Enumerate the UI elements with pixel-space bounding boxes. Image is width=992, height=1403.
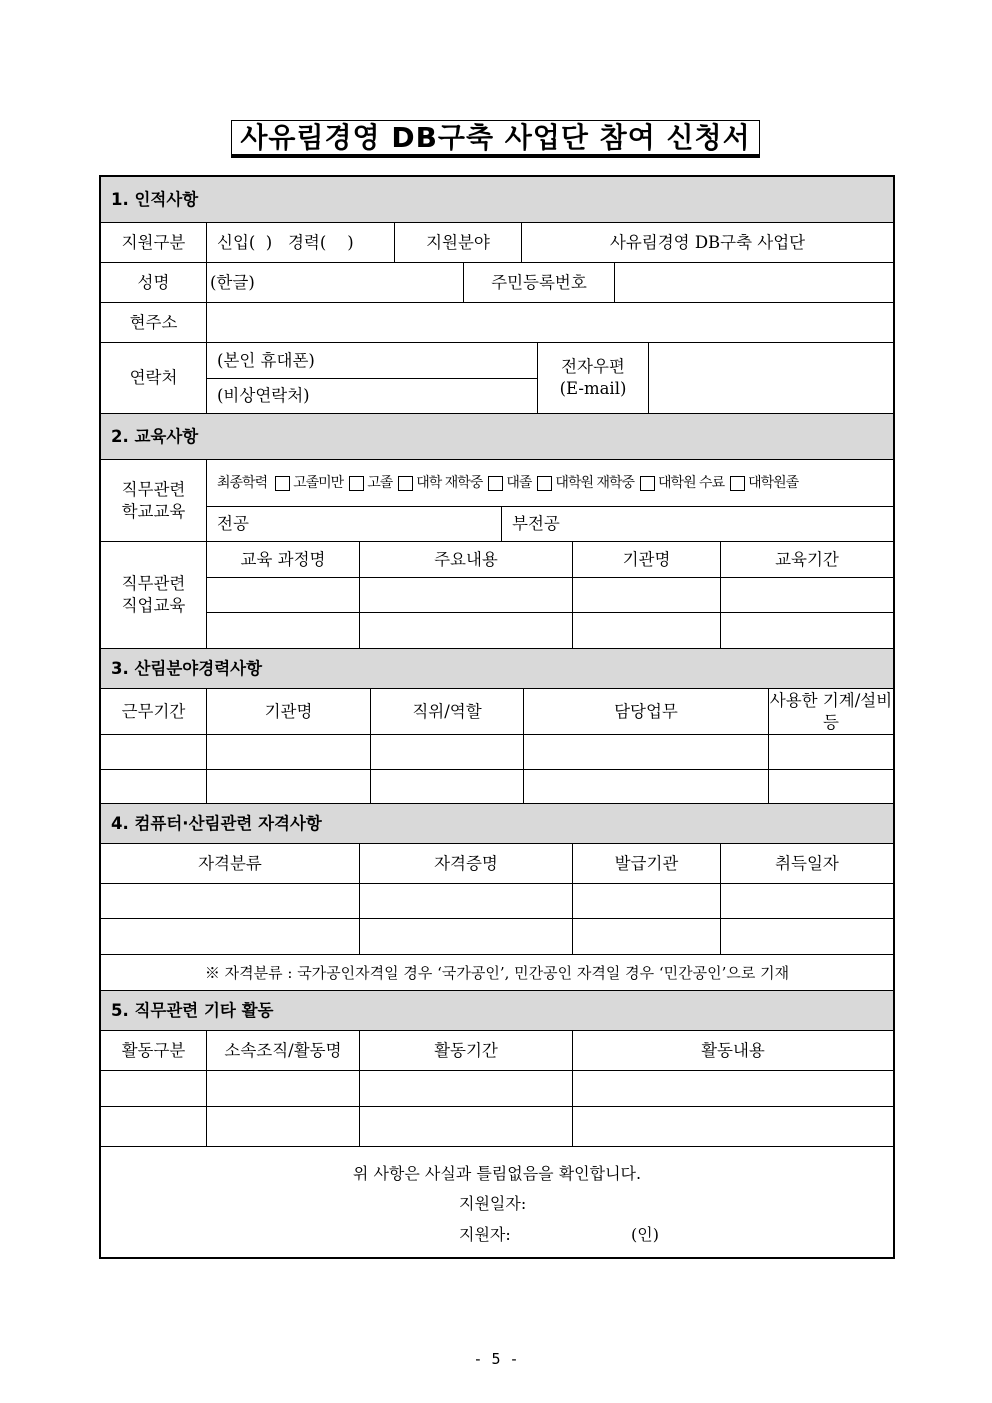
career-input-cell[interactable] <box>769 735 893 770</box>
section-header-education: 2. 교육사항 <box>101 414 893 460</box>
career-header-cell: 근무기간 <box>101 689 207 735</box>
rrn-label: 주민등록번호 <box>464 263 615 303</box>
education-checkbox[interactable] <box>275 476 290 491</box>
activity-header-cell: 활동내용 <box>573 1031 893 1071</box>
qualification-input-cell[interactable] <box>573 919 721 955</box>
career-input-cell[interactable] <box>371 770 524 804</box>
education-level-row <box>207 460 893 507</box>
activity-header-cell: 활동기간 <box>360 1031 573 1071</box>
section-header-qualifications: 4. 컴퓨터·산림관련 자격사항 <box>101 804 893 844</box>
job-edu-input-cell[interactable] <box>721 578 893 613</box>
field-label: 지원분야 <box>395 223 522 263</box>
education-checkbox[interactable] <box>730 476 745 491</box>
activity-input-cell[interactable] <box>360 1107 573 1147</box>
qualification-input-cell[interactable] <box>360 919 573 955</box>
career-header-cell: 담당업무 <box>524 689 769 735</box>
education-level-label: 최종학력 <box>217 475 268 491</box>
qualification-input-cell[interactable] <box>101 919 360 955</box>
contact-label: 연락처 <box>101 343 207 414</box>
career-input-cell[interactable] <box>371 735 524 770</box>
job-edu-header-cell: 교육 과정명 <box>207 542 360 578</box>
email-label <box>538 343 649 414</box>
job-edu-input-cell[interactable] <box>573 613 721 649</box>
qualification-input-cell[interactable] <box>101 884 360 919</box>
career-input-cell[interactable] <box>101 735 207 770</box>
education-option-label: 고졸미만 <box>293 475 344 491</box>
education-option-label: 대졸 <box>506 475 532 491</box>
major-field[interactable]: 전공 <box>207 507 502 542</box>
activity-input-cell[interactable] <box>360 1071 573 1107</box>
name-label: 성명 <box>101 263 207 303</box>
education-option-label: 고졸 <box>367 475 393 491</box>
emergency-field[interactable]: (비상연락처) <box>207 379 538 414</box>
activity-input-cell[interactable] <box>573 1071 893 1107</box>
address-field[interactable] <box>207 303 893 343</box>
activity-input-cell[interactable] <box>101 1107 207 1147</box>
type-value[interactable]: 신입( ) 경력( ) <box>207 223 395 263</box>
qualification-header-cell: 자격증명 <box>360 844 573 884</box>
qualification-input-cell[interactable] <box>721 884 893 919</box>
rrn-field[interactable] <box>615 263 893 303</box>
seal-mark: (인) <box>631 1225 659 1244</box>
career-input-cell[interactable] <box>524 735 769 770</box>
career-header-cell: 기관명 <box>207 689 371 735</box>
page-number: - 5 - <box>473 1350 519 1368</box>
job-edu-input-cell[interactable] <box>207 613 360 649</box>
job-edu-input-cell[interactable] <box>360 578 573 613</box>
section-header-personal: 1. 인적사항 <box>101 177 893 223</box>
education-checkbox[interactable] <box>398 476 413 491</box>
confirmation-block <box>101 1147 893 1257</box>
confirmation-statement: 위 사항은 사실과 틀림없음을 확인합니다. <box>352 1164 642 1183</box>
activity-input-cell[interactable] <box>207 1107 360 1147</box>
education-checkbox[interactable] <box>349 476 364 491</box>
education-checkbox[interactable] <box>537 476 552 491</box>
career-input-cell[interactable] <box>769 770 893 804</box>
activity-input-cell[interactable] <box>101 1071 207 1107</box>
qualification-input-cell[interactable] <box>721 919 893 955</box>
career-header-cell: 사용한 기계/설비 등 <box>769 689 893 735</box>
section-header-career: 3. 산림분야경력사항 <box>101 649 893 689</box>
job-edu-header-cell: 주요내용 <box>360 542 573 578</box>
career-input-cell[interactable] <box>207 770 371 804</box>
education-option-label: 대학원졸 <box>748 475 799 491</box>
address-label: 현주소 <box>101 303 207 343</box>
job-edu-input-cell[interactable] <box>721 613 893 649</box>
email-field[interactable] <box>649 343 893 414</box>
job-edu-label: 직무관련 직업교육 <box>101 542 207 649</box>
job-edu-header-cell: 기관명 <box>573 542 721 578</box>
section-header-activities: 5. 직무관련 기타 활동 <box>101 991 893 1031</box>
qualification-note: ※ 자격분류 : 국가공인자격일 경우 ‘국가공인’, 민간공인 자격일 경우 ‘민간공인’으로 기재 <box>101 955 893 991</box>
activity-input-cell[interactable] <box>207 1071 360 1107</box>
applicant-label: 지원자: <box>459 1225 511 1244</box>
field-value: 사유림경영 DB구축 사업단 <box>522 223 893 263</box>
document-title: 사유림경영 DB구축 사업단 참여 신청서 <box>231 120 760 158</box>
mobile-field[interactable]: (본인 휴대폰) <box>207 343 538 379</box>
school-edu-label: 직무관련 학교교육 <box>101 460 207 542</box>
career-input-cell[interactable] <box>101 770 207 804</box>
qualification-input-cell[interactable] <box>573 884 721 919</box>
job-edu-input-cell[interactable] <box>360 613 573 649</box>
date-label: 지원일자: <box>459 1194 527 1213</box>
activity-header-cell: 소속조직/활동명 <box>207 1031 360 1071</box>
career-input-cell[interactable] <box>524 770 769 804</box>
type-label: 지원구분 <box>101 223 207 263</box>
education-option-label: 대학원 재학중 <box>555 475 635 491</box>
job-edu-input-cell[interactable] <box>573 578 721 613</box>
minor-field[interactable]: 부전공 <box>502 507 893 542</box>
education-checkbox[interactable] <box>640 476 655 491</box>
education-checkbox[interactable] <box>488 476 503 491</box>
activity-header-cell: 활동구분 <box>101 1031 207 1071</box>
job-edu-input-cell[interactable] <box>207 578 360 613</box>
application-form <box>99 175 895 1259</box>
education-option-label: 대학 재학중 <box>416 475 483 491</box>
email-label-text: 전자우편 <box>561 357 625 376</box>
career-input-cell[interactable] <box>207 735 371 770</box>
job-edu-header-cell: 교육기간 <box>721 542 893 578</box>
qualification-header-cell: 발급기관 <box>573 844 721 884</box>
qualification-header-cell: 자격분류 <box>101 844 360 884</box>
email-label-sub: (E-mail) <box>559 379 627 398</box>
activity-input-cell[interactable] <box>573 1107 893 1147</box>
name-field[interactable]: (한글) <box>207 263 464 303</box>
career-header-cell: 직위/역할 <box>371 689 524 735</box>
education-option-label: 대학원 수료 <box>658 475 725 491</box>
qualification-header-cell: 취득일자 <box>721 844 893 884</box>
qualification-input-cell[interactable] <box>360 884 573 919</box>
